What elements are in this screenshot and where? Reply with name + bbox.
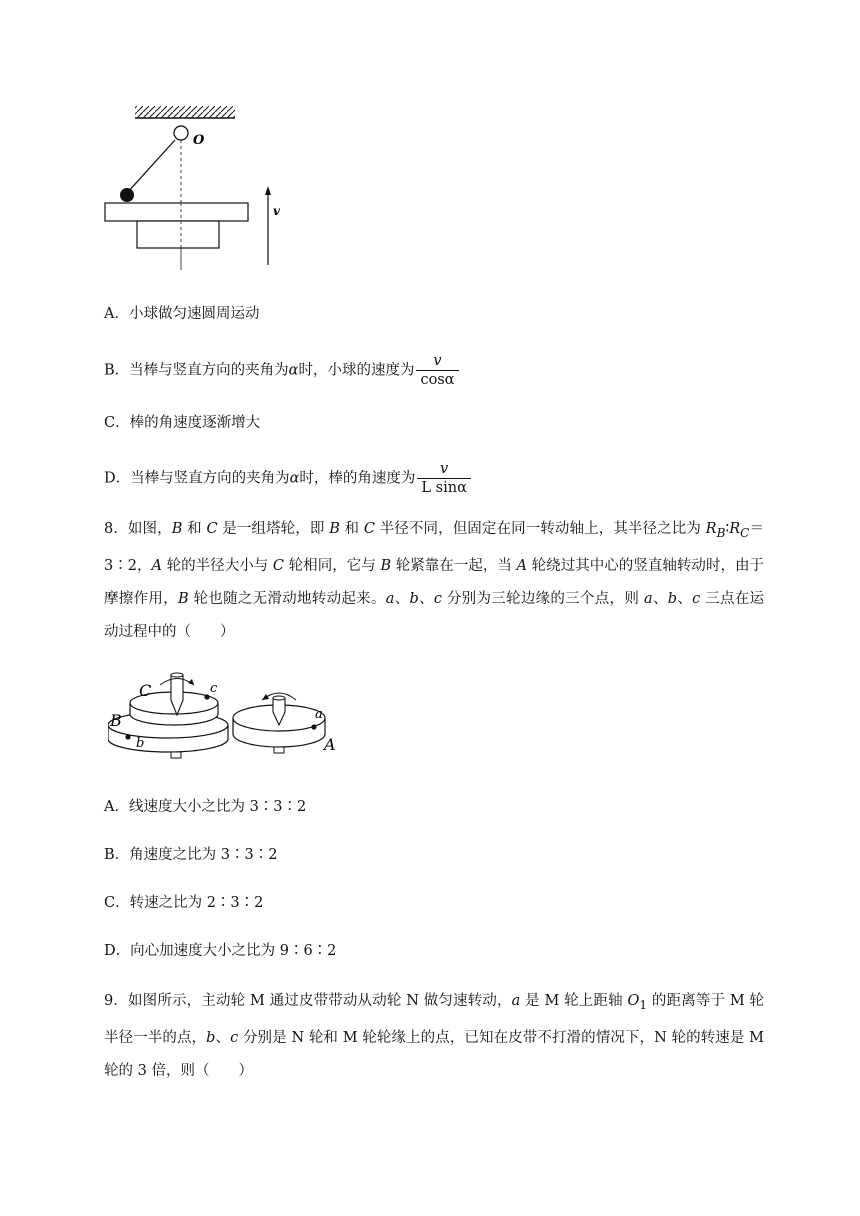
q8-stem: 8．如图，B 和 C 是一组塔轮，即 B 和 C 半径不同，但固定在同一转动轴上，其半径之比为 $R_B∶R_C=3∶2$，A 轮的半径大小与 C 轮相同，它与 B 轮紧靠在一起，当 A 轮绕过其中心的竖直轴转动时，由于摩擦作用，B 轮也随之无滑动地转动起来。a、b、c 分别为三轮边缘的三个点，则 a、b、c 三点在运动过程中的（ ） [104, 521, 765, 640]
q8-option-d: D．向心加速度大小之比为 9∶6∶2 [104, 943, 337, 959]
label-o: O [193, 133, 205, 148]
point-c [204, 694, 209, 699]
point-a [311, 724, 316, 729]
platform-base [137, 221, 219, 248]
q8-option-b: B．角速度之比为 3∶3∶2 [104, 847, 278, 863]
figure-rod-ball-platform [95, 100, 295, 275]
label-B: B [110, 711, 122, 730]
q7-option-c: C．棒的角速度逐渐增大 [104, 415, 261, 431]
q8-option-c: C．转速之比为 2∶3∶2 [104, 895, 264, 911]
label-A: A [324, 735, 336, 754]
point-b [125, 734, 130, 739]
label-b: b [136, 736, 145, 751]
label-c: c [210, 681, 218, 696]
pivot-circle [174, 126, 188, 140]
label-v: v [273, 204, 280, 218]
label-a: a [315, 707, 323, 722]
q8-option-a: A．线速度大小之比为 3∶3∶2 [104, 799, 307, 815]
fraction-v-over-lsin: $\frac{v}{\text{L sinα}}$ [417, 460, 470, 497]
q7-option-b: B．当棒与竖直方向的夹角为α时，小球的速度为 $\frac{v}{\cos\alpha}$ [104, 352, 459, 389]
q9-stem: 9．如图所示，主动轮 M 通过皮带带动从动轮 N 做匀速转动，a 是 M 轮上距轴 $O_1$ 的距离等于 M 轮半径一半的点，b、c 分别是 N 轮和 M 轮轮缘上的点，已知在皮带不打滑的情况下，N 轮的转速是 M 轮的 3 倍，则（ ） [104, 993, 765, 1079]
ball [120, 188, 134, 202]
q7-option-d: D．当棒与竖直方向的夹角为α时，棒的角速度为 $\frac{v}{\text{L sinα}}$ [104, 460, 471, 497]
q7-option-a: A．小球做匀速圆周运动 [104, 306, 260, 322]
ceiling [135, 106, 235, 118]
platform-top [105, 203, 248, 221]
fraction-v-over-cos: $\frac{v}{\cos\alpha}$ [416, 352, 458, 389]
rod [127, 140, 175, 193]
label-C: C [139, 681, 152, 700]
figure-tower-wheels [108, 670, 348, 770]
